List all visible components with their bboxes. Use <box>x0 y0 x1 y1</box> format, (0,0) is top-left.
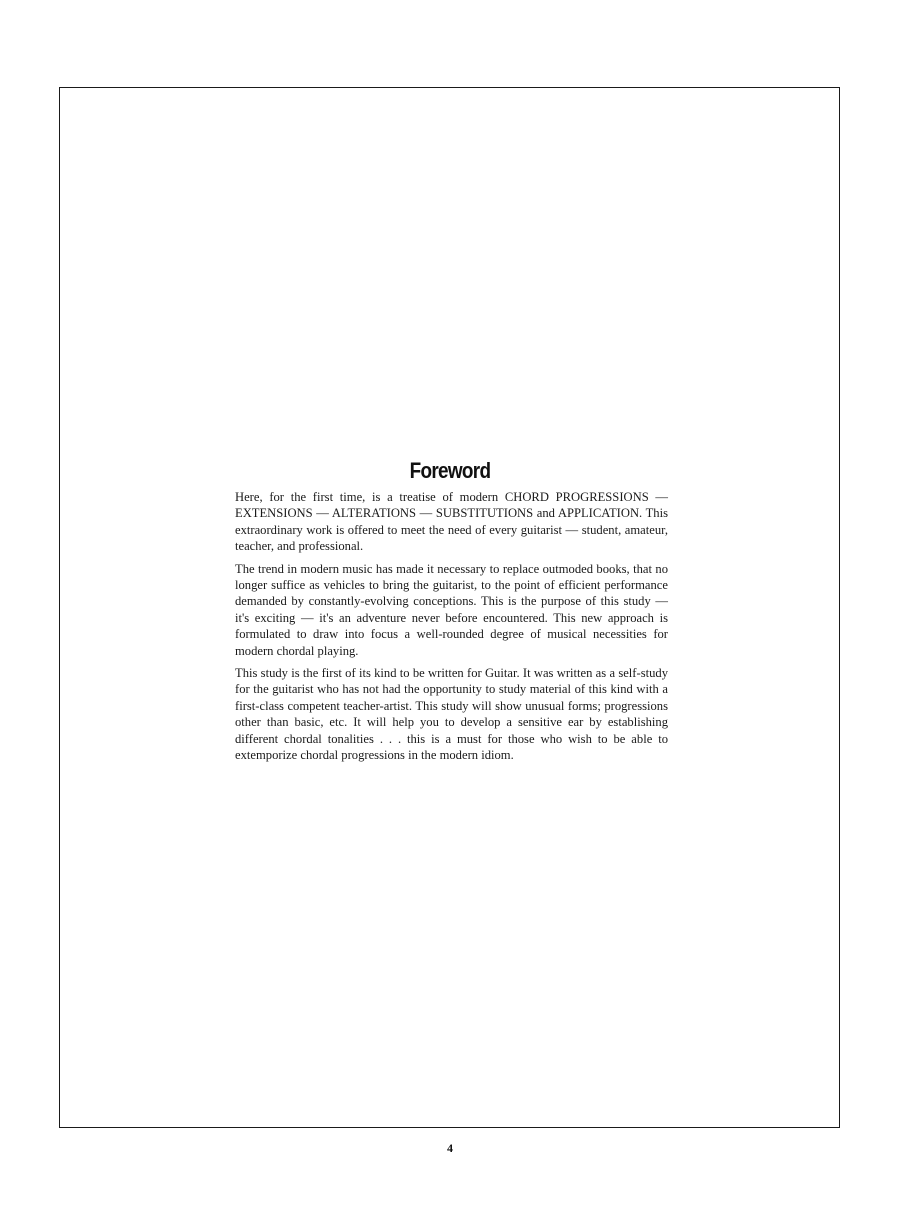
page-title: Foreword <box>409 457 491 483</box>
foreword-body <box>235 489 668 770</box>
paragraph-1: Here, for the first time, is a treatise of modern CHORD PROGRESSIONS — EXTENSIONS — ALTERATIONS — SUBSTITUTIONS and APPLICATION. This extraordinary work is offered to meet the need of every guitarist — student, amateur, teacher, and professional. <box>235 490 668 554</box>
paragraph-2: The trend in modern music has made it necessary to replace outmoded books, that no longer suffice as vehicles to bring the guitarist, to the point of efficient performance demanded by constantly-evolving conceptions. This is the purpose of this study — it's exciting — it's an adventure never before encountered. This new approach is formulated to draw into focus a well-rounded degree of musical necessities for modern chordal playing. <box>235 561 668 658</box>
page-number: 4 <box>447 1141 453 1155</box>
paragraph-3: This study is the first of its kind to be written for Guitar. It was written as a self-study for the guitarist who has not had the opportunity to study material of this kind with a first-class competent teacher-artist. This study will show unusual forms; progressions other than basic, etc. It will help you to develop a sensitive ear by establishing different chordal tonalities . . . this is a must for those who wish to be able to extemporize chordal progressions in the modern idiom. <box>235 666 668 763</box>
